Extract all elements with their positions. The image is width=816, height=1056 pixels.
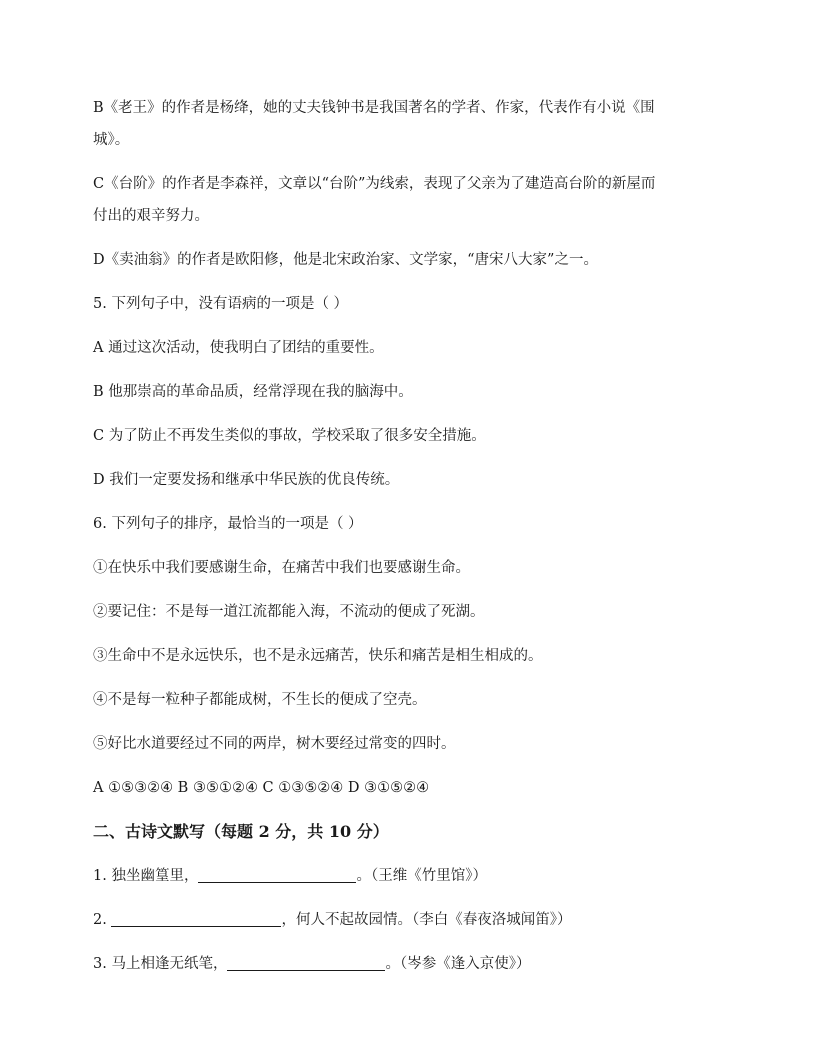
- answer-blank-1[interactable]: [198, 864, 356, 883]
- dictation-item-2-prefix: 2.: [93, 912, 112, 928]
- dictation-item-3: [93, 948, 733, 980]
- q6-options: A ①⑤③②④ B ③⑤①②④ C ①③⑤②④ D ③①⑤②④: [93, 780, 430, 796]
- q5-option-b: B 他那崇高的革命品质，经常浮现在我的脑海中。: [93, 384, 413, 400]
- q6-sentence-5: ⑤好比水道要经过不同的两岸，树木要经过常变的四时。: [93, 736, 456, 752]
- q4-option-c-line1: C《台阶》的作者是李森祥，文章以“台阶”为线索，表现了父亲为了建造高台阶的新屋而: [93, 176, 656, 192]
- dictation-item-1-suffix: 。（王维《竹里馆》）: [356, 868, 487, 884]
- q6-sentence-3: ③生命中不是永远快乐，也不是永远痛苦，快乐和痛苦是相生相成的。: [93, 648, 543, 664]
- answer-blank-3[interactable]: [227, 952, 385, 971]
- dictation-item-1-prefix: 1. 独坐幽篁里，: [93, 868, 199, 884]
- q4-option-d: D《卖油翁》的作者是欧阳修，他是北宋政治家、文学家，“唐宋八大家”之一。: [93, 252, 598, 268]
- dictation-item-3-prefix: 3. 马上相逢无纸笔，: [93, 956, 228, 972]
- q5-option-c: C 为了防止不再发生类似的事故，学校采取了很多安全措施。: [93, 428, 486, 444]
- q5-stem: 5. 下列句子中，没有语病的一项是（ ）: [93, 296, 349, 312]
- dictation-item-2-suffix: ，何人不起故园情。（李白《春夜洛城闻笛》）: [281, 912, 572, 928]
- q6-stem: 6. 下列句子的排序，最恰当的一项是（ ）: [93, 516, 363, 532]
- answer-blank-2[interactable]: [111, 908, 281, 927]
- dictation-item-1: [93, 860, 733, 892]
- section-2-title: 二、古诗文默写: [93, 822, 206, 841]
- q4-option-c-line2: 付出的艰辛努力。: [93, 208, 209, 224]
- q4-option-b-line1: B《老王》的作者是杨绛，她的丈夫钱钟书是我国著名的学者、作家，代表作有小说《围: [93, 100, 655, 116]
- section-2-heading: [93, 816, 733, 848]
- section-2-score-note: （每题 2 分，共 10 分）: [205, 822, 389, 841]
- q6-sentence-4: ④不是每一粒种子都能成树，不生长的便成了空壳。: [93, 692, 427, 708]
- dictation-item-3-suffix: 。（岑参《逢入京使》）: [385, 956, 531, 972]
- q6-sentence-2: ②要记住：不是每一道江流都能入海，不流动的便成了死湖。: [93, 604, 485, 620]
- document-page: [93, 92, 733, 992]
- dictation-item-2: [93, 904, 733, 936]
- q5-option-a: A 通过这次活动，使我明白了团结的重要性。: [93, 340, 384, 356]
- q5-option-d: D 我们一定要发扬和继承中华民族的优良传统。: [93, 472, 400, 488]
- q6-sentence-1: ①在快乐中我们要感谢生命，在痛苦中我们也要感谢生命。: [93, 560, 470, 576]
- q4-option-b-line2: 城》。: [93, 132, 130, 148]
